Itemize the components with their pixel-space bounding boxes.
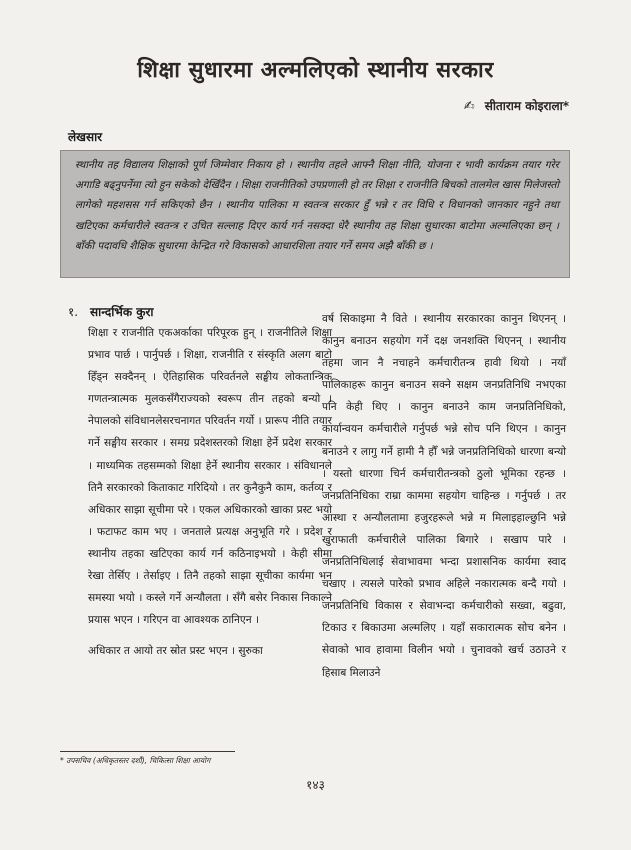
section-number: १. (68, 305, 79, 319)
body-paragraph: वर्ष सिकाइमा नै विते । स्थानीय सरकारका कानुन थिएनन् । कानुन बनाउन सहयोग गर्ने दक्ष जनशक्ति थिएनन् । स्थानीय तहमा जान नै नचाहने कर्मचारीतन्त्र हावी थियो । नयाँ पालिकाहरू कानुन बनाउन सक्ने सक्षम जनप्रतिनिधि नभएका पनि केही थिए । कानुन बनाउने काम जनप्रतिनिधिको, कार्यान्वयन कर्मचारीले गर्नुपर्छ भन्ने सोच पनि थिएन । कानुन बनाउने र लागु गर्ने हामी नै हौँ भन्ने जनप्रतिनिधिको धारणा बन्यो । यस्तो धारणा चिर्न कर्मचारीतन्त्रको ठुलो भूमिका रहन्छ । जनप्रतिनिधिका राम्रा काममा सहयोग चाहिन्छ । गर्नुपर्छ । तर आस्था र अन्यौलतामा हजुरहरूले भन्ने म मिलाइहाल्छुनि भन्ने खुराफाती कर्मचारीले पालिका बिगारे । सखाप पारे । जनप्रतिनिधिलाई सेवाभावमा भन्दा प्रशासनिक कार्यमा स्वाद चखाए । त्यसले पारेको प्रभाव अहिले नकारात्मक बन्दै गयो । जनप्रतिनिधि विकास र सेवाभन्दा कर्मचारीको सख्वा, बढुवा, टिकाउ र बिकाउमा अल्मलिए । यहाँ सकारात्मक सोच बनेन । सेवाको भाव हावामा विलीन भयो । चुनावको खर्च उठाउने र हिसाब मिलाउने (322, 313, 566, 679)
right-column (322, 308, 566, 693)
author-line (464, 97, 569, 114)
pen-icon: ✍ (463, 99, 475, 114)
footnote: * उपसचिव (अधिकृतस्तर दशौं), चिकित्सा शिक्षा आयोग (60, 756, 211, 765)
article-title: शिक्षा सुधारमा अल्मलिएको स्थानीय सरकार (137, 58, 494, 83)
section-title: सान्दर्भिक कुरा (90, 305, 154, 319)
abstract-label: लेखसार (68, 130, 103, 144)
footnote-divider (60, 751, 235, 752)
body-paragraph: शिक्षा र राजनीति एकअर्काका परिपूरक हुन् । राजनीतिले शिक्षा प्रभाव पार्छ । पार्नुपर्छ । शिक्षा, राजनीति र संस्कृति अलग बाटो हिँड्न सक्दैनन् । ऐतिहासिक परिवर्तनले सङ्घीय लोकतान्त्रिक गणतन्त्रात्मक मुलकसँगैराज्यको स्वरूप तीन तहको बन्यो । नेपालको संविधानलेसरचनागत परिवर्तन गर्यो । प्रारूप नीति तयार गर्ने सङ्घीय सरकार । समग्र प्रदेशस्तरको शिक्षा हेर्ने प्रदेश सरकार । माध्यमिक तहसम्मको शिक्षा हेर्ने स्थानीय सरकार । संविधानले तिनै सरकारको किताकाट गरिदियो । तर कुनैकुनै काम, कर्तव्य र अधिकार साझा सूचीमा परे । एकल अधिकारको खाका प्रस्ट भयो । फटाफट काम भए । जनताले प्रत्यक्ष अनुभूति गरे । प्रदेश र स्थानीय तहका खटिएका कार्य गर्न कठिनाइभयो । केही सीमा रेखा तेर्सिए । तेर्साइए । तिनै तहको साझा सूचीका कार्यमा भन समस्या भयो । कस्ले गर्ने अन्यौलता । सँगै बसेर निकास निकाल्ने प्रयास भएन । गरिएन वा आवश्यक ठानिएन । (88, 327, 332, 627)
left-column (88, 308, 332, 671)
page-number: १४३ (306, 778, 325, 792)
abstract-box: स्थानीय तह विद्यालय शिक्षाको पूर्ण जिम्मेवार निकाय हो । स्थानीय तहले आफ्नै शिक्षा नीति, योजना र भावी कार्यक्रम तयार गरेर अगाडि बढ्नुपर्नेमा त्यो हुन सकेको देखिँदैन । शिक्षा राजनीतिको उपप्रणाली हो तर शिक्षा र राजनीति बिचको तालमेल खास मिलेजस्तो लागेको महशसस गर्न सकिएको छैन । स्थानीय पालिका म स्वतन्त्र सरकार हुँ भन्ने र तर विधि र विधानको जानकार नहुने तथा खटिएका कर्मचारीले स्वतन्त्र र उचित सल्लाह दिएर कार्य गर्न नसक्दा धेरै स्थानीय तह शिक्षा सुधारका बाटोमा अल्मलिएका छन् । बाँकी पदावधि शैक्षिक सुधारमा केन्द्रित गरे विकासको आधारशिला तयार गर्ने समय अझै बाँकी छ । (60, 150, 570, 278)
author-name: सीताराम कोइराला* (484, 99, 569, 113)
body-paragraph: अधिकार त आयो तर स्रोत प्रस्ट भएन । सुरुका (88, 645, 263, 658)
